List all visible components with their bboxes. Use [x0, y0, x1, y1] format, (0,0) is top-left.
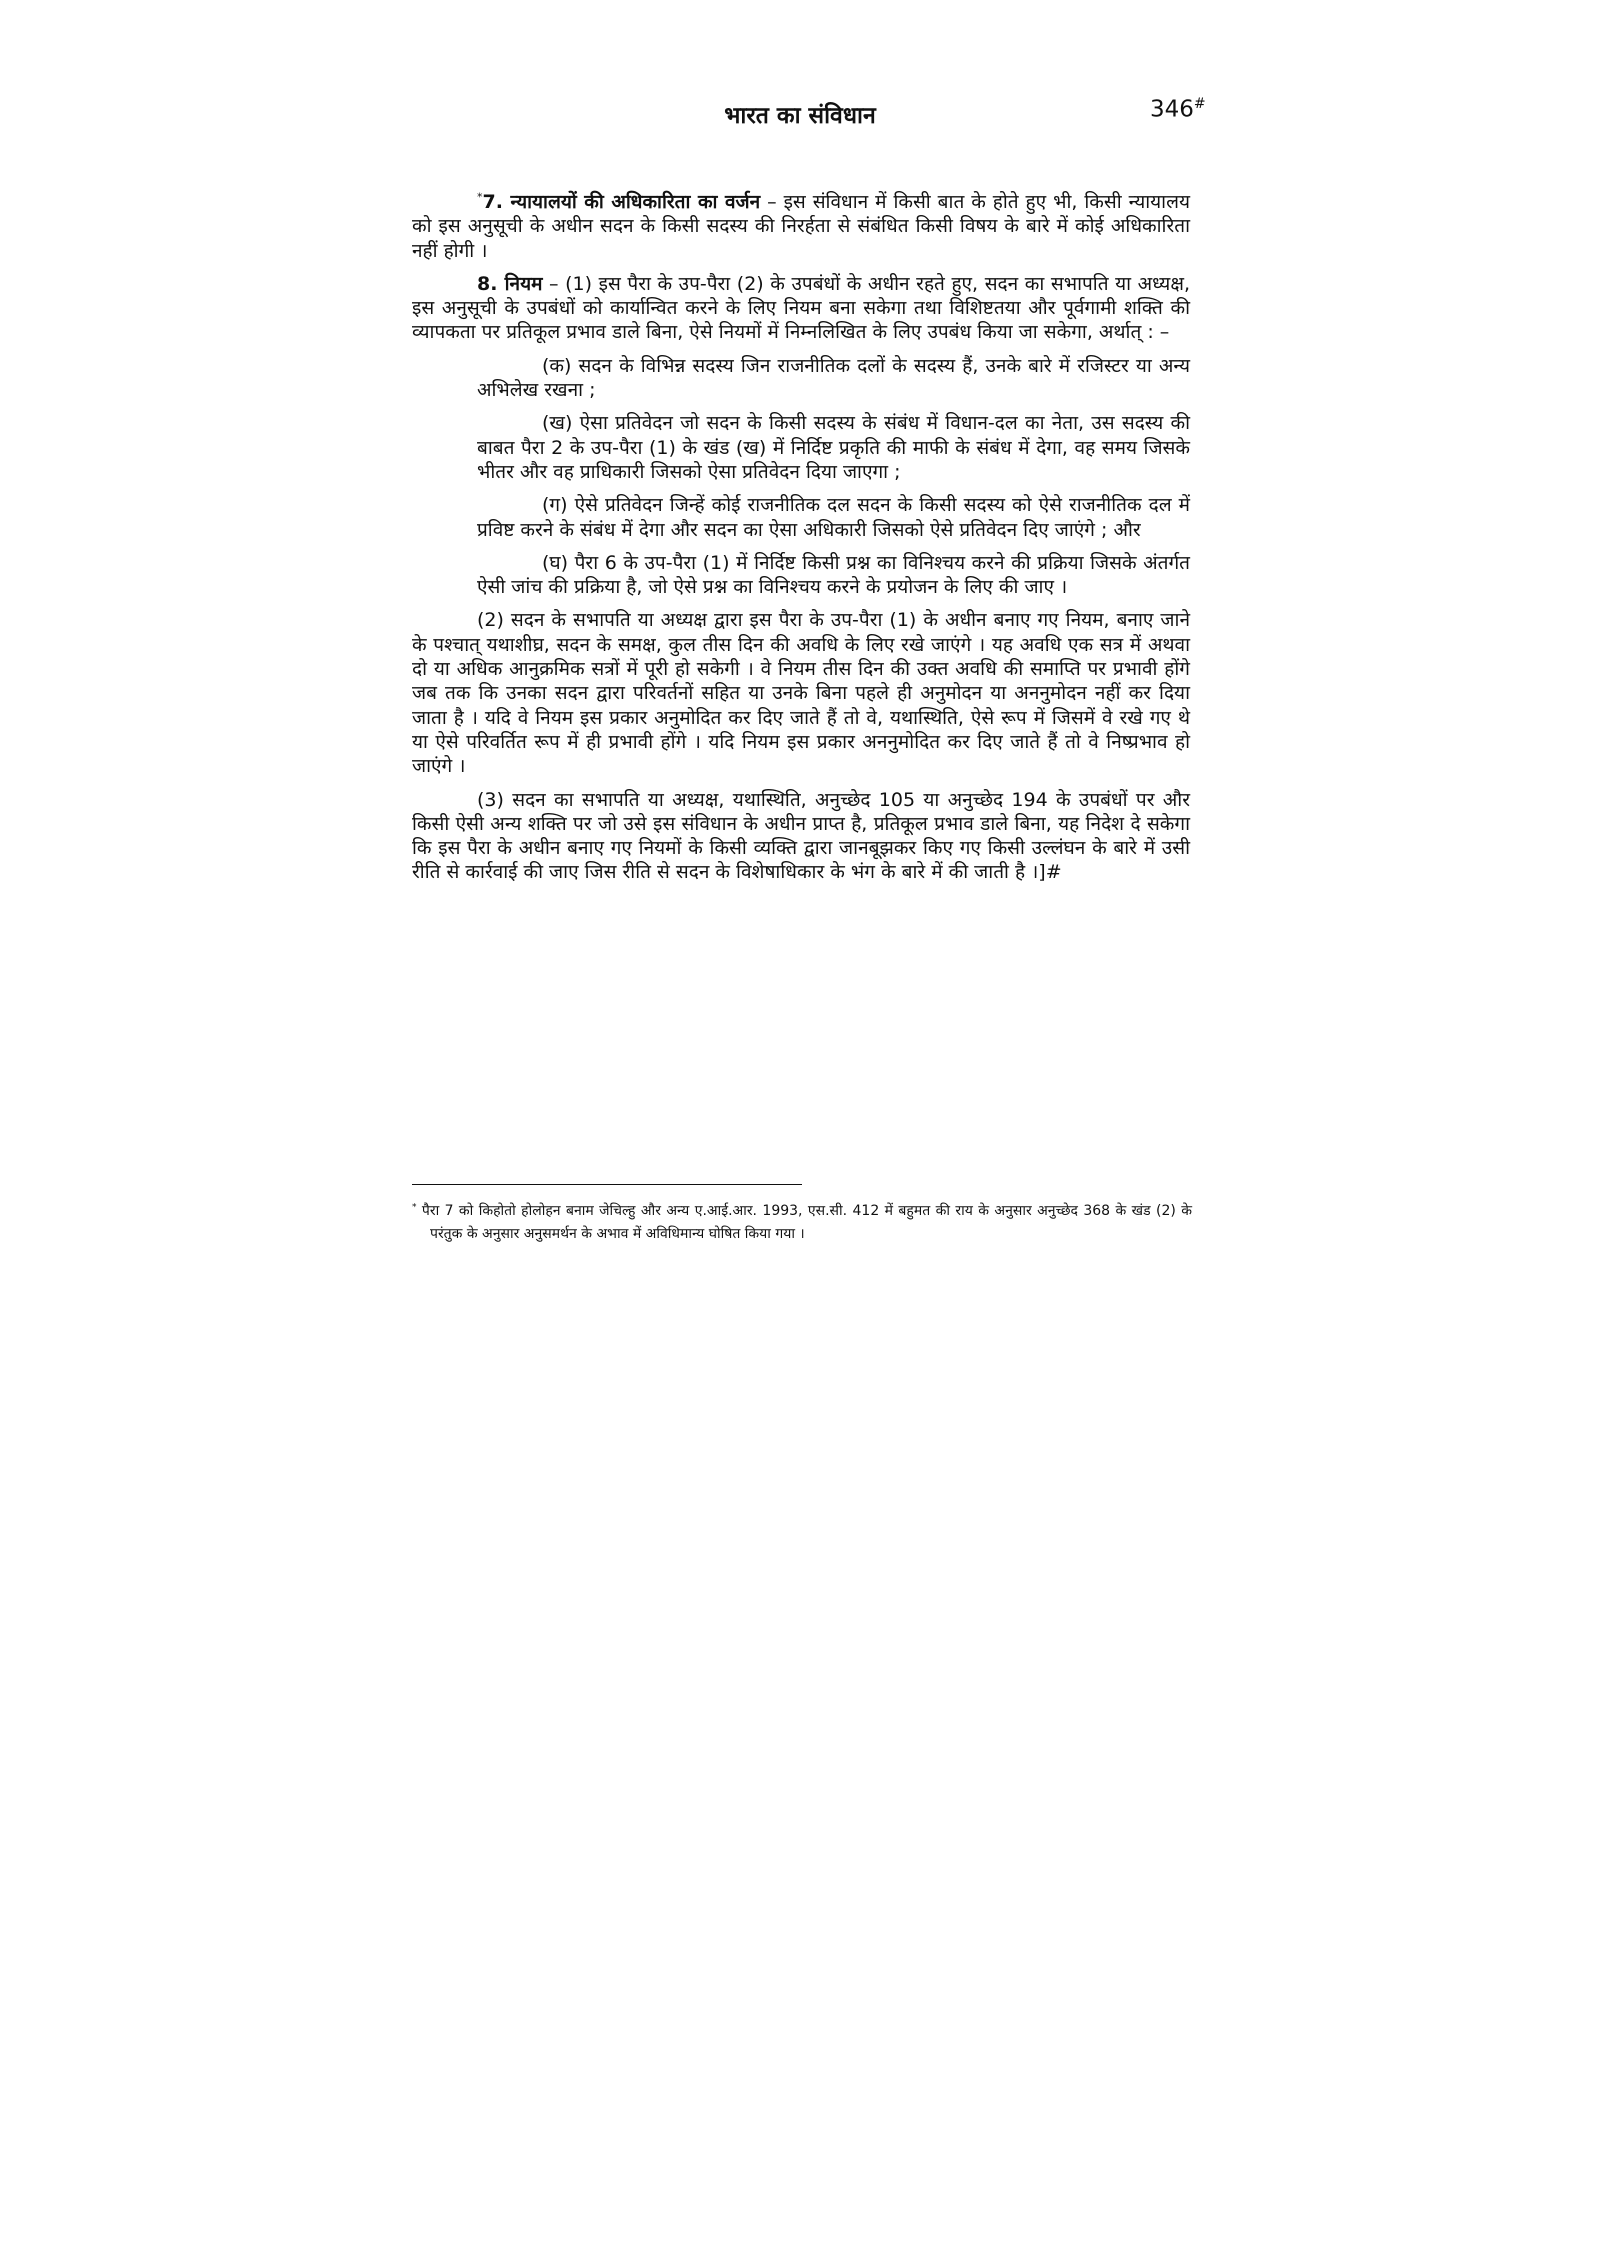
section-heading: 7. न्यायालयों की अधिकारिता का वर्जन	[482, 191, 761, 213]
footnote-divider	[412, 1184, 802, 1185]
clause-gha: (घ) पैरा 6 के उप-पैरा (1) में निर्दिष्ट किसी प्रश्न का विनिश्चय करने की प्रक्रिया जिसके अंतर्गत ऐसी जांच की प्रक्रिया है, जो ऐसे प्रश्न का विनिश्चय करने के प्रयोजन के लिए की जाए ।	[477, 551, 1190, 599]
footnote	[412, 1200, 1192, 1246]
section-7	[412, 190, 1190, 263]
footnote-marker: *	[477, 190, 483, 204]
section-text: – (1) इस पैरा के उप-पैरा (2) के उपबंधों के अधीन रहते हुए, सदन का सभापति या अध्यक्ष, इस अनुसूची के उपबंधों को कार्यान्वित करने के लिए नियम बना सकेगा तथा विशिष्टतया और पूर्वगामी शक्ति की व्यापकता पर प्रतिकूल प्रभाव डाले बिना, ऐसे नियमों में निम्नलिखित के लिए उपबंध किया जा सकेगा, अर्थात् : –	[412, 272, 1190, 344]
page-number-mark: #	[1193, 96, 1206, 112]
page-number-value: 346	[1150, 96, 1194, 123]
footnotes	[412, 1200, 1192, 1246]
page-header	[0, 98, 1600, 138]
clause-kha: (ख) ऐसा प्रतिवेदन जो सदन के किसी सदस्य के संबंध में विधान-दल का नेता, उस सदस्य की बाबत पैरा 2 के उप-पैरा (1) के खंड (ख) में निर्दिष्ट प्रकृति की माफी के संबंध में देगा, वह समय जिसके भीतर और वह प्राधिकारी जिसको ऐसा प्रतिवेदन दिया जाएगा ;	[477, 412, 1190, 483]
clause-ga: (ग) ऐसे प्रतिवेदन जिन्हें कोई राजनीतिक दल सदन के किसी सदस्य को ऐसे राजनीतिक दल में प्रविष्ट करने के संबंध में देगा और सदन का ऐसा अधिकारी जिसको ऐसे प्रतिवेदन दिए जाएंगे ; और	[477, 494, 1190, 541]
section-text: – इस संविधान में किसी बात के होते हुए भी, किसी न्यायालय को इस अनुसूची के अधीन सदन के किसी सदस्य की निरर्हता से संबंधित किसी विषय के बारे में कोई अधिकारिता नहीं होगी ।	[412, 191, 1190, 262]
footnote-text: पैरा 7 को किहोतो होलोहन बनाम जेचिल्हु और अन्य ए.आई.आर. 1993, एस.सी. 412 में बहुमत की राय के अनुसार अनुच्छेद 368 के खंड (2) के परंतुक के अनुसार अनुसमर्थन के अभाव में अविधिमान्य घोषित किया गया ।	[416, 1203, 1192, 1242]
section-8	[412, 272, 1190, 345]
document-body	[412, 190, 1190, 894]
footnote-marker: *	[412, 1202, 417, 1213]
clause-ka: (क) सदन के विभिन्न सदस्य जिन राजनीतिक दलों के सदस्य हैं, उनके बारे में रजिस्टर या अन्य अभिलेख रखना ;	[477, 354, 1190, 402]
page-number	[1150, 96, 1206, 123]
paragraph-3: (3) सदन का सभापति या अध्यक्ष, यथास्थिति, अनुच्छेद 105 या अनुच्छेद 194 के उपबंधों पर और किसी ऐसी अन्य शक्ति पर जो उसे इस संविधान के अधीन प्राप्त है, प्रतिकूल प्रभाव डाले बिना, यह निदेश दे सकेगा कि इस पैरा के अधीन बनाए गए नियमों के किसी व्यक्ति द्वारा जानबूझकर किए गए किसी उल्लंघन के बारे में उसी रीति से कार्रवाई की जाए जिस रीति से सदन के विशेषाधिकार के भंग के बारे में की जाती है ।]#	[412, 788, 1190, 884]
page-title: भारत का संविधान	[724, 103, 876, 129]
section-heading: 8. नियम	[477, 272, 543, 295]
paragraph-2: (2) सदन के सभापति या अध्यक्ष द्वारा इस पैरा के उप-पैरा (1) के अधीन बनाए गए नियम, बनाए जाने के पश्चात् यथाशीघ्र, सदन के समक्ष, कुल तीस दिन की अवधि के लिए रखे जाएंगे । यह अवधि एक सत्र में अथवा दो या अधिक आनुक्रमिक सत्रों में पूरी हो सकेगी । वे नियम तीस दिन की उक्त अवधि की समाप्ति पर प्रभावी होंगे जब तक कि उनका सदन द्वारा परिवर्तनों सहित या उनके बिना पहले ही अनुमोदन या अननुमोदन नहीं कर दिया जाता है । यदि वे नियम इस प्रकार अनुमोदित कर दिए जाते हैं तो वे, यथास्थिति, ऐसे रूप में जिसमें वे रखे गए थे या ऐसे परिवर्तित रूप में ही प्रभावी होंगे । यदि नियम इस प्रकार अननुमोदित कर दिए जाते हैं तो वे निष्प्रभाव हो जाएंगे ।	[412, 609, 1190, 778]
